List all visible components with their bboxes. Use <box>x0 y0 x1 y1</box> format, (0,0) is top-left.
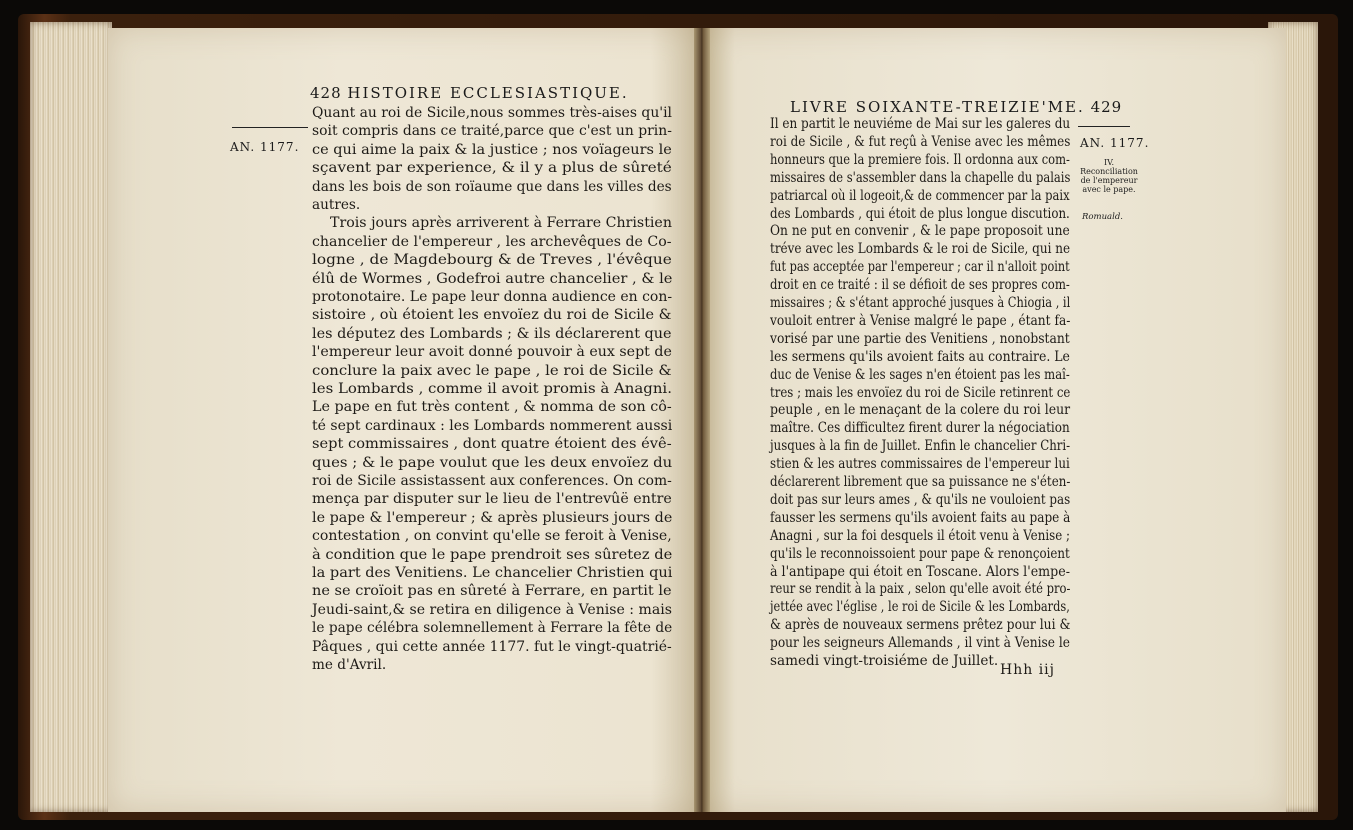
signature-mark: Hhh iij <box>1000 662 1055 678</box>
right-margin-note <box>1076 158 1142 194</box>
text-line: les sermens qu'ils avoient faits au contraire. Le <box>770 348 1070 365</box>
right-margin-rule <box>1078 126 1130 127</box>
text-line: tréve avec les Lombards & le roi de Sicile, qui ne <box>770 241 1071 258</box>
text-line: samedi vingt-troisiéme de Juillet. <box>770 653 999 669</box>
text-line: contestation , on convint qu'elle se feroit à Venise, <box>312 528 672 545</box>
text-line: té sept cardinaux : les Lombards nommerent aussi <box>312 417 673 434</box>
text-line: reur se rendit à la paix , selon qu'elle avoit été pro- <box>770 581 1071 598</box>
book-gutter <box>694 28 710 812</box>
text-line: doit pas sur leurs ames , & qu'ils ne vouloient pas <box>770 491 1071 508</box>
text-line: Trois jours après arriverent à Ferrare Christien <box>330 215 672 232</box>
margin-note-line: avec le pape. <box>1082 185 1136 194</box>
text-line: Anagni , sur la foi desquels il étoit venu à Venise ; <box>770 527 1070 544</box>
text-line: duc de Venise & les sages n'en étoient pas les maî- <box>770 366 1070 383</box>
margin-note-line: Reconciliation <box>1080 167 1138 176</box>
text-line: droit en ce traité : il se défioit de ses propres com- <box>770 277 1070 294</box>
text-line: roi de Sicile assistassent aux conferences. On com- <box>312 473 672 489</box>
text-line: le pape & l'empereur ; & après plusieurs jours de <box>312 509 673 526</box>
text-line: logne , de Magdebourg & de Treves , l'évêque <box>312 252 672 269</box>
right-page-header <box>790 98 1122 116</box>
text-line: conclure la paix avec le pape , le roi de Sicile & <box>312 362 672 379</box>
text-line: chancelier de l'empereur , les archevêques de Co- <box>312 233 672 250</box>
text-line: fut pas acceptée par l'empereur ; car il n'alloit point <box>770 259 1070 276</box>
text-line: pour les seigneurs Allemands , il vint à Venise le <box>770 635 1070 652</box>
text-line: maître. Ces difficultez firent durer la négociation <box>770 420 1070 437</box>
text-line: patriarcal où il logeoit,& de commencer par la paix <box>770 187 1070 204</box>
text-line: Le pape en fut très content , & nomma de son cô- <box>312 399 672 416</box>
text-line: les députez des Lombards ; & ils déclarerent que <box>312 325 672 342</box>
text-line: le pape célébra solemnellement à Ferrare la fête de <box>312 620 673 637</box>
text-line: Jeudi-saint,& se retira en diligence à Venise : mais <box>312 601 672 618</box>
text-line: à l'antipape qui étoit en Toscane. Alors l'empe- <box>770 563 1070 580</box>
left-page-number: 428 <box>310 84 342 102</box>
text-line: protonotaire. Le pape leur donna audience en con- <box>312 289 673 305</box>
left-running-title: HISTOIRE ECCLESIASTIQUE. <box>347 84 629 102</box>
text-line: Il en partit le neuviéme de Mai sur les galeres du <box>770 116 1071 132</box>
text-line: fausser les sermens qu'ils avoient faits au pape à <box>770 509 1071 526</box>
text-line: Quant au roi de Sicile,nous sommes très-aises qu'il <box>312 105 672 121</box>
margin-note-number: IV. <box>1103 158 1115 167</box>
text-line: ne se croïoit pas en sûreté à Ferrare, en partit le <box>312 583 672 600</box>
text-line: ques ; & le pape voulut que les deux envoïez du <box>312 454 673 471</box>
text-line: jusques à la fin de Juillet. Enfin le chancelier Chri- <box>770 438 1071 455</box>
text-line: sçavent par experience, & il y a plus de sûreté <box>312 160 672 177</box>
text-line: me d'Avril. <box>312 657 387 673</box>
right-page-number: 429 <box>1090 98 1123 116</box>
text-line: & après de nouveaux sermens prêtez pour lui & <box>770 617 1071 634</box>
text-line: sistoire , où étoient les envoïez du roi de Sicile & <box>312 307 672 324</box>
text-line: qu'ils le reconnoissoient pour pape & renonçoient <box>770 545 1070 562</box>
text-line: roi de Sicile , & fut reçû à Venise avec les mêmes <box>770 133 1071 150</box>
text-line: les Lombards , comme il avoit promis à Anagni. <box>312 381 672 397</box>
text-line: vouloit entrer à Venise malgré le pape , étant fa- <box>770 312 1071 329</box>
text-line: des Lombards , qui étoit de plus longue discution. <box>770 205 1070 222</box>
text-line: jettée avec l'église , le roi de Sicile & les Lombards, <box>770 599 1070 616</box>
text-line: autres. <box>312 197 361 213</box>
text-line: missaires ; & s'étant approché jusques à Chiogia , il <box>770 295 1071 311</box>
text-line: l'empereur leur avoit donné pouvoir à eux sept de <box>312 344 672 361</box>
left-margin-rule <box>232 127 308 128</box>
text-line: élû de Wormes , Godefroi autre chancelier , & le <box>312 270 673 287</box>
text-line: vorisé par une partie des Venitiens , nonobstant <box>770 330 1070 347</box>
text-line: sept commissaires , dont quatre étoient des évê- <box>312 436 672 453</box>
left-page-edges <box>30 22 112 812</box>
margin-note-line: de l'empereur <box>1080 176 1138 185</box>
text-line: soit compris dans ce traité,parce que c'est un prin- <box>312 123 672 140</box>
text-line: la part des Venitiens. Le chancelier Christien qui <box>312 565 673 581</box>
text-line: ce qui aime la paix & la justice ; nos voïageurs le <box>312 141 672 158</box>
text-line: Pâques , qui cette année 1177. fut le vingt-quatrié- <box>312 638 672 655</box>
text-line: missaires de s'assembler dans la chapelle du palais <box>770 169 1071 186</box>
right-running-title: LIVRE SOIXANTE-TREIZIE'ME. <box>790 98 1085 116</box>
left-page-header <box>310 84 629 102</box>
text-line: stien & les autres commissaires de l'empereur lui <box>770 456 1070 473</box>
right-margin-year: AN. 1177. <box>1080 136 1150 150</box>
text-line: On ne put en convenir , & le pape proposoit une <box>770 223 1070 240</box>
right-margin-source: Romuald. <box>1082 212 1123 222</box>
text-line: mença par disputer sur le lieu de l'entrevûë entre <box>312 491 672 508</box>
text-line: tres ; mais les envoïez du roi de Sicile retinrent ce <box>770 384 1071 401</box>
left-margin-year: AN. 1177. <box>230 140 300 154</box>
text-line: honneurs que la premiere fois. Il ordonna aux com- <box>770 151 1070 168</box>
text-line: déclarerent librement que sa puissance ne s'éten- <box>770 474 1071 490</box>
text-line: dans les bois de son roïaume que dans les villes des <box>312 178 672 195</box>
text-line: peuple , en le menaçant de la colere du roi leur <box>770 402 1071 419</box>
text-line: à condition que le pape prendroit ses sûretez de <box>312 546 673 563</box>
